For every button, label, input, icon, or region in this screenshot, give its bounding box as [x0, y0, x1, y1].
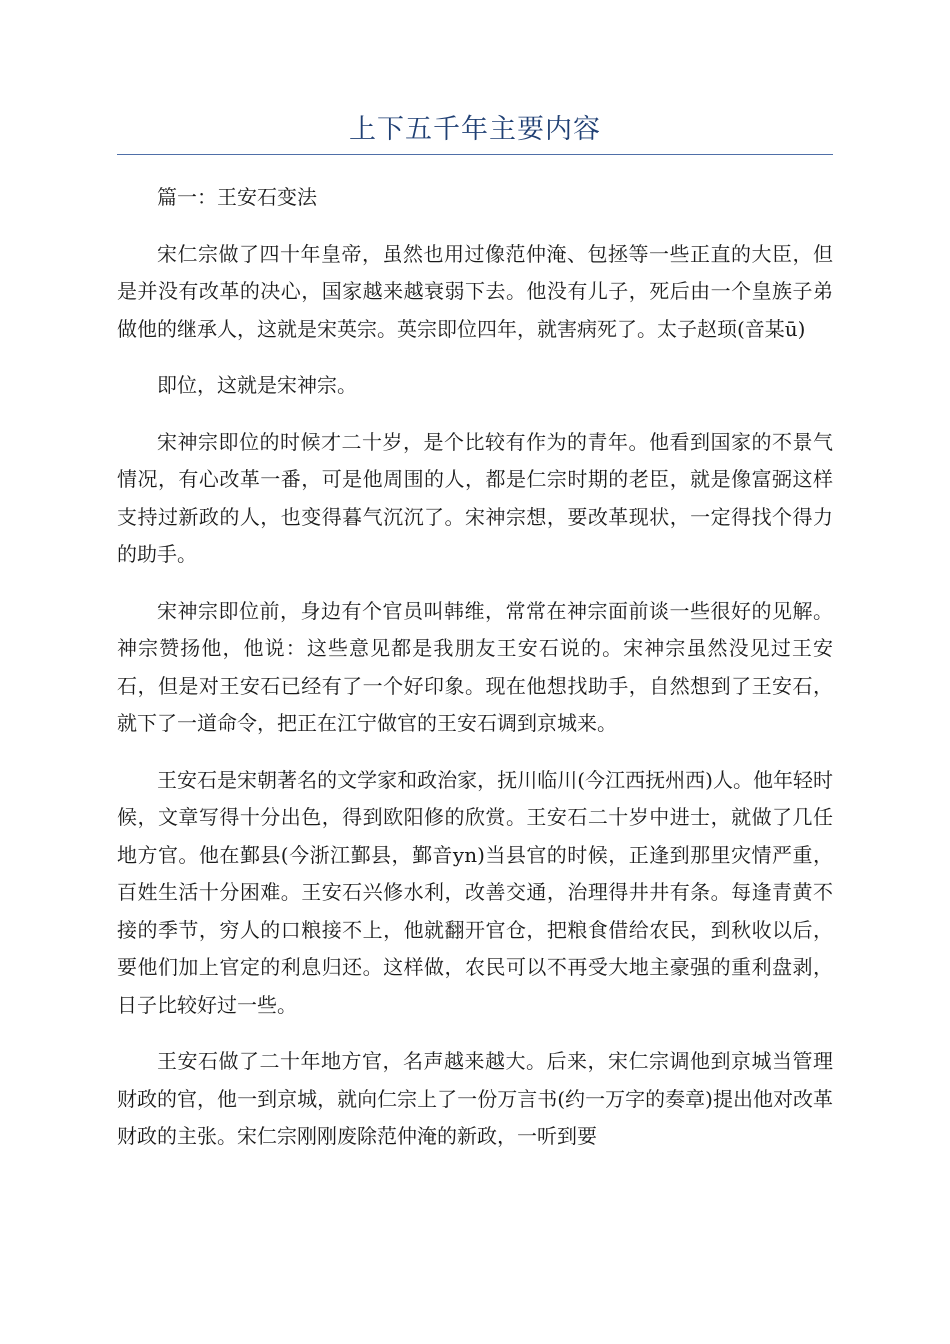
body-paragraph: 宋神宗即位的时候才二十岁，是个比较有作为的青年。他看到国家的不景气情况，有心改革一番，可是他周围的人，都是仁宗时期的老臣，就是像富弼这样支持过新政的人，也变得暮气沉沉了。宋神宗想，要改革现状，一定得找个得力的助手。 — [117, 429, 833, 566]
title-underline — [117, 154, 833, 155]
document-page — [117, 110, 833, 1175]
body-paragraph: 宋仁宗做了四十年皇帝，虽然也用过像范仲淹、包拯等一些正直的大臣，但是并没有改革的决心，国家越来越衰弱下去。他没有儿子，死后由一个皇族子弟做他的继承人，这就是宋英宗。英宗即位四年，就害病死了。太子赵顼(音某ū) — [117, 241, 833, 341]
document-title: 上下五千年主要内容 — [349, 114, 601, 145]
section-heading: 篇一：王安石变法 — [157, 185, 317, 209]
document-body — [117, 179, 833, 1156]
body-paragraph: 王安石做了二十年地方官，名声越来越大。后来，宋仁宗调他到京城当管理财政的官，他一到京城，就向仁宗上了一份万言书(约一万字的奏章)提出他对改革财政的主张。宋仁宗刚刚废除范仲淹的新政，一听到要 — [117, 1049, 833, 1148]
body-paragraph: 王安石是宋朝著名的文学家和政治家，抚川临川(今江西抚州西)人。他年轻时候，文章写得十分出色，得到欧阳修的欣赏。王安石二十岁中进士，就做了几任地方官。他在鄞县(今浙江鄞县，鄞音yn)当县官的时候，正逢到那里灾情严重，百姓生活十分困难。王安石兴修水利，改善交通，治理得井井有条。每逢青黄不接的季节，穷人的口粮接不上，他就翻开官仓，把粮食借给农民，到秋收以后，要他们加上官定的利息归还。这样做，农民可以不再受大地主豪强的重利盘剥，日子比较好过一些。 — [117, 767, 833, 1017]
body-paragraph: 即位，这就是宋神宗。 — [157, 373, 357, 397]
body-paragraph: 宋神宗即位前，身边有个官员叫韩维，常常在神宗面前谈一些很好的见解。神宗赞扬他，他说：这些意见都是我朋友王安石说的。宋神宗虽然没见过王安石，但是对王安石已经有了一个好印象。现在他想找助手，自然想到了王安石，就下了一道命令，把正在江宁做官的王安石调到京城来。 — [117, 598, 833, 735]
